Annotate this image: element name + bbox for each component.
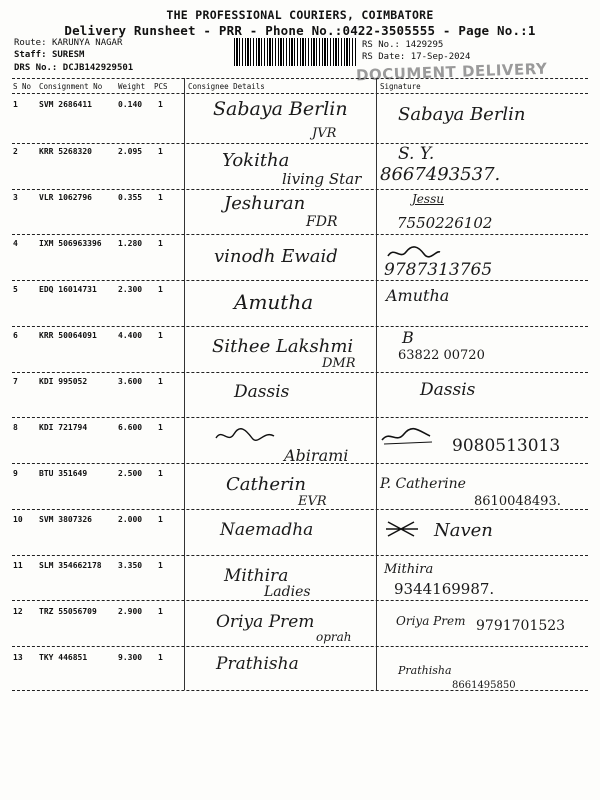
row-divider (12, 234, 588, 235)
staff-label: Staff: (14, 50, 47, 60)
signature: Amutha (386, 286, 450, 305)
column-divider-consignee (184, 78, 185, 690)
signature-phone: 9787313765 (384, 260, 493, 280)
row-consignment: KDI 721794 (39, 423, 88, 432)
row-weight: 0.140 (118, 100, 143, 109)
drs-value: DCJB142929501 (62, 63, 134, 73)
signature: Oriya Prem (396, 614, 466, 628)
consignee-note: living Star (282, 170, 362, 188)
consignee-name: Abirami (284, 446, 349, 465)
col-sno: S No (13, 82, 32, 91)
consignee-note: DMR (322, 356, 356, 371)
signature: Sabaya Berlin (398, 104, 526, 125)
row-weight: 2.900 (118, 607, 143, 616)
consignee-name: Naemadha (220, 520, 314, 540)
route-value: KARUNYA NAGAR (51, 38, 123, 48)
row-divider (12, 143, 588, 144)
row-consignment: IXM 506963396 (39, 239, 102, 248)
rs-no-value: 1429295 (405, 40, 444, 50)
row-consignment: SVM 2686411 (39, 100, 92, 109)
consignee-name: Catherin (226, 474, 306, 495)
staff-value: SURESM (51, 50, 85, 60)
consignee-note: oprah (316, 630, 352, 644)
rs-date-line (362, 52, 470, 62)
company-title: THE PROFESSIONAL COURIERS, COIMBATORE (166, 8, 434, 22)
row-consignment: TKY 446851 (39, 653, 88, 662)
row-consignment: SVM 3807326 (39, 515, 92, 524)
signature: Mithira (384, 562, 434, 577)
consignee-note: Ladies (264, 584, 311, 600)
staff-line (14, 50, 84, 60)
row-pcs: 1 (158, 515, 163, 524)
row-consignment: VLR 1062796 (39, 193, 92, 202)
consignee-name: Sabaya Berlin (213, 98, 348, 120)
row-weight: 6.600 (118, 423, 143, 432)
signature-phone: 8661495850 (452, 680, 516, 691)
row-sno: 8 (13, 423, 18, 432)
row-weight: 2.500 (118, 469, 143, 478)
row-weight: 2.300 (118, 285, 143, 294)
row-divider (12, 646, 588, 647)
row-consignment: TRZ 55056709 (39, 607, 97, 616)
row-weight: 3.350 (118, 561, 143, 570)
row-divider (12, 372, 588, 373)
consignee-note: JVR (312, 126, 337, 141)
row-sno: 6 (13, 331, 18, 340)
rs-date-label: RS Date: (362, 52, 406, 62)
rs-no-label: RS No.: (362, 40, 400, 50)
consignee-scribble (214, 426, 278, 446)
row-divider (12, 326, 588, 327)
barcode (234, 38, 356, 66)
drs-line (14, 63, 133, 73)
signature-phone: 63822 00720 (398, 348, 485, 363)
row-pcs: 1 (158, 607, 163, 616)
signature-phone: 9791701523 (476, 618, 566, 634)
row-sno: 10 (13, 515, 23, 524)
signature: Dassis (420, 380, 476, 400)
row-sno: 7 (13, 377, 18, 386)
row-divider (12, 189, 588, 190)
row-weight: 9.300 (118, 653, 143, 662)
col-consignment: Consignment No (39, 82, 103, 91)
row-divider (12, 417, 588, 418)
row-pcs: 1 (158, 423, 163, 432)
row-pcs: 1 (158, 147, 163, 156)
row-sno: 2 (13, 147, 18, 156)
row-consignment: KRR 5268320 (39, 147, 92, 156)
row-divider (12, 280, 588, 281)
consignee-name: Jeshuran (224, 193, 306, 214)
table-top-rule (12, 78, 588, 79)
row-sno: 13 (13, 653, 23, 662)
signature: P. Catherine (380, 476, 466, 492)
row-weight: 2.095 (118, 147, 143, 156)
col-weight: Weight (118, 82, 146, 91)
consignee-name: vinodh Ewaid (214, 246, 338, 267)
row-consignment: KRR 50064091 (39, 331, 97, 340)
consignee-note: EVR (298, 494, 327, 509)
signature-scribble (378, 424, 438, 448)
row-divider (12, 600, 588, 601)
row-pcs: 1 (158, 561, 163, 570)
row-divider (12, 463, 588, 464)
signature-phone: 7550226102 (397, 214, 493, 232)
row-sno: 1 (13, 100, 18, 109)
row-pcs: 1 (158, 193, 163, 202)
signature-phone: 9080513013 (452, 436, 561, 456)
signature: Jessu (412, 192, 444, 206)
signature: S. Y. (398, 144, 435, 164)
row-sno: 3 (13, 193, 18, 202)
column-divider-signature (376, 78, 377, 690)
row-sno: 5 (13, 285, 18, 294)
rs-no-line (362, 40, 443, 50)
route-label: Route: (14, 38, 47, 48)
row-pcs: 1 (158, 653, 163, 662)
row-sno: 4 (13, 239, 18, 248)
table-header-rule (12, 93, 588, 94)
row-weight: 3.600 (118, 377, 143, 386)
document-delivery-stamp: DOCUMENT DELIVERY (355, 59, 548, 85)
row-consignment: EDQ 16014731 (39, 285, 97, 294)
row-pcs: 1 (158, 100, 163, 109)
row-weight: 1.280 (118, 239, 143, 248)
row-pcs: 1 (158, 377, 163, 386)
signature: B (402, 328, 414, 347)
signature-phone: 8667493537. (380, 164, 501, 185)
consignee-name: Prathisha (216, 654, 299, 674)
row-consignment: KDI 995052 (39, 377, 88, 386)
consignee-name: Yokitha (222, 150, 290, 171)
row-divider (12, 555, 588, 556)
consignee-name: Dassis (234, 382, 290, 402)
row-divider (12, 509, 588, 510)
row-divider (12, 690, 588, 691)
signature: Prathisha (398, 664, 452, 677)
consignee-name: Sithee Lakshmi (212, 336, 354, 357)
row-pcs: 1 (158, 285, 163, 294)
signature-phone: 8610048493. (474, 494, 561, 509)
row-weight: 4.400 (118, 331, 143, 340)
row-weight: 2.000 (118, 515, 143, 524)
row-weight: 0.355 (118, 193, 143, 202)
row-pcs: 1 (158, 239, 163, 248)
runsheet-subtitle: Delivery Runsheet - PRR - Phone No.:0422-3505555 - Page No.:1 (64, 23, 536, 38)
rs-date-value: 17-Sep-2024 (410, 52, 471, 62)
row-pcs: 1 (158, 331, 163, 340)
drs-label: DRS No.: (14, 63, 58, 73)
col-pcs: PCS (154, 82, 168, 91)
row-sno: 11 (13, 561, 23, 570)
signature-phone: 9344169987. (394, 580, 495, 598)
row-sno: 12 (13, 607, 23, 616)
consignee-note: FDR (306, 214, 338, 230)
row-consignment: SLM 354662178 (39, 561, 102, 570)
route-line (14, 38, 122, 48)
signature-scribble (384, 518, 420, 540)
signature: Naven (434, 520, 493, 541)
row-consignment: BTU 351649 (39, 469, 88, 478)
consignee-name: Mithira (224, 566, 289, 586)
consignee-name: Amutha (234, 290, 314, 314)
row-sno: 9 (13, 469, 18, 478)
consignee-name: Oriya Prem (216, 612, 315, 632)
col-consignee: Consignee Details (188, 82, 265, 91)
col-signature: Signature (380, 82, 421, 91)
row-pcs: 1 (158, 469, 163, 478)
